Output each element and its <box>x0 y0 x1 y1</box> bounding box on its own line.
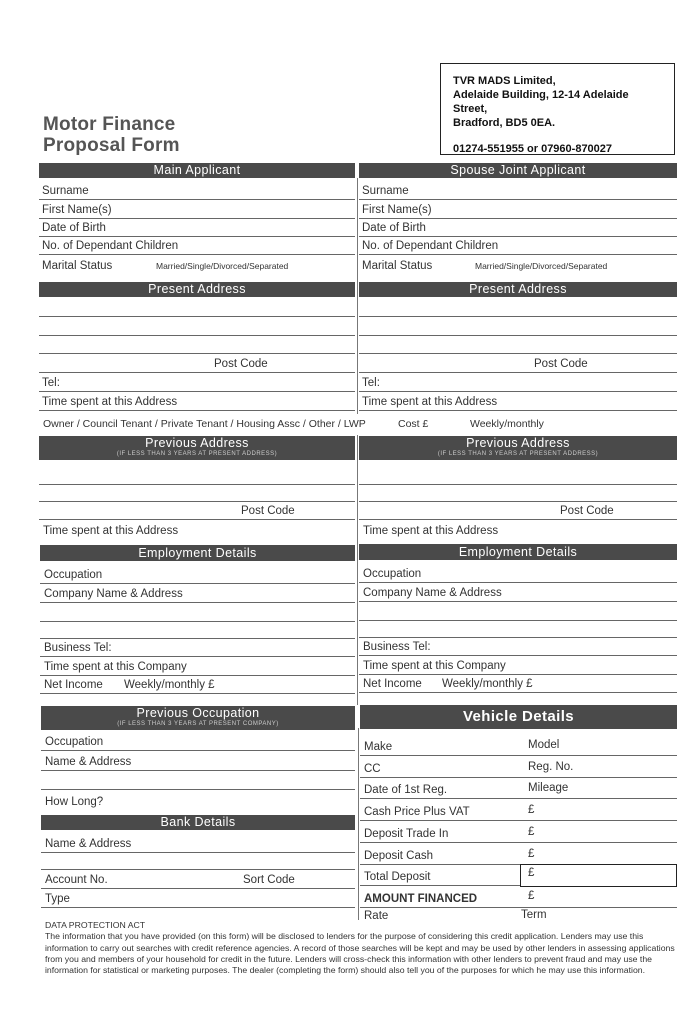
company-phone: 01274-551955 or 07960-870027 <box>453 143 613 155</box>
main-net-income-field[interactable] <box>40 676 355 694</box>
spouse-previous-address-line2[interactable] <box>359 485 677 502</box>
main-previous-time-field[interactable] <box>39 520 355 539</box>
spouse-present-address-line3[interactable] <box>359 336 677 354</box>
prev-name-address-label: Name & Address <box>45 756 132 768</box>
main-present-address-line2[interactable] <box>39 317 355 336</box>
main-company-address-line2[interactable] <box>40 622 355 639</box>
spouse-present-tel-field[interactable] <box>359 373 677 392</box>
main-previous-postcode-label: Post Code <box>241 505 295 517</box>
vehicle-amount-financed-label: AMOUNT FINANCED <box>364 893 478 905</box>
spouse-surname-field[interactable] <box>359 180 677 200</box>
prev-address-line[interactable] <box>41 771 355 790</box>
vehicle-deposit-trade-pound: £ <box>528 826 535 838</box>
spouse-dob-field[interactable] <box>359 219 677 237</box>
bank-account-label: Account No. <box>45 874 108 886</box>
spouse-dependants-field[interactable] <box>359 237 677 255</box>
vehicle-deposit-trade-row[interactable] <box>360 821 677 843</box>
main-previous-address-header <box>39 436 355 460</box>
spouse-previous-address-header <box>359 436 677 460</box>
main-surname-label: Surname <box>42 185 89 197</box>
main-applicant-header: Main Applicant <box>39 163 355 178</box>
main-present-postcode-label: Post Code <box>214 358 268 370</box>
main-time-company-field[interactable] <box>40 657 355 676</box>
spouse-present-time-field[interactable] <box>359 392 677 411</box>
main-marital-options: Married/Single/Divorced/Separated <box>156 261 289 271</box>
column-divider <box>358 728 359 920</box>
main-first-names-field[interactable] <box>39 200 355 219</box>
vehicle-amount-financed-row[interactable] <box>360 887 677 908</box>
spouse-previous-address-title: Previous Address <box>466 436 570 450</box>
spouse-marital-label: Marital Status <box>362 260 433 272</box>
spouse-present-time-label: Time spent at this Address <box>362 396 498 408</box>
spouse-company-field[interactable] <box>359 583 677 602</box>
spouse-previous-postcode-field[interactable] <box>359 502 677 520</box>
vehicle-make-label: Make <box>364 741 393 753</box>
bank-name-address-label: Name & Address <box>45 838 132 850</box>
vehicle-deposit-cash-label: Deposit Cash <box>364 850 434 862</box>
spouse-marital-field[interactable] <box>359 255 677 274</box>
spouse-employment-header: Employment Details <box>359 544 677 560</box>
spouse-present-postcode-label: Post Code <box>534 358 588 370</box>
previous-occupation-header <box>41 706 355 730</box>
previous-occupation-title: Previous Occupation <box>136 706 260 720</box>
main-business-tel-label: Business Tel: <box>44 642 112 654</box>
vehicle-cc-row[interactable] <box>360 756 677 778</box>
vehicle-total-deposit-row <box>360 865 520 886</box>
main-present-time-field[interactable] <box>39 392 355 411</box>
vehicle-deposit-trade-label: Deposit Trade In <box>364 828 449 840</box>
main-marital-label: Marital Status <box>42 260 113 272</box>
spouse-dependants-label: No. of Dependant Children <box>362 240 499 252</box>
spouse-company-address-line[interactable] <box>359 602 677 621</box>
main-present-tel-label: Tel: <box>42 377 60 389</box>
main-company-address-line[interactable] <box>40 603 355 622</box>
main-present-time-label: Time spent at this Address <box>42 396 178 408</box>
vehicle-mileage-label: Mileage <box>528 782 569 794</box>
vehicle-cash-price-label: Cash Price Plus VAT <box>364 806 470 818</box>
vehicle-amount-financed-pound: £ <box>528 890 535 902</box>
vehicle-first-reg-row[interactable] <box>360 778 677 799</box>
form-title-line2: Proposal Form <box>43 135 180 156</box>
main-occupation-field[interactable] <box>40 564 355 584</box>
main-surname-field[interactable] <box>39 180 355 200</box>
vehicle-total-deposit-box[interactable] <box>520 864 677 887</box>
company-address-line2: Bradford, BD5 0EA. <box>453 117 556 129</box>
spouse-previous-time-label: Time spent at this Address <box>363 525 499 537</box>
vehicle-cash-price-pound: £ <box>528 804 535 816</box>
spouse-company-label: Company Name & Address <box>363 587 502 599</box>
tenure-options: Owner / Council Tenant / Private Tenant / Housing Assc / Other / LWP <box>43 418 366 430</box>
prev-name-address-field[interactable] <box>41 751 355 771</box>
spouse-previous-time-field[interactable] <box>359 520 677 539</box>
main-company-label: Company Name & Address <box>44 588 183 600</box>
spouse-previous-postcode-label: Post Code <box>560 505 614 517</box>
previous-occupation-note: (IF LESS THAN 3 YEARS AT PRESENT COMPANY) <box>117 721 279 727</box>
vehicle-total-deposit-pound: £ <box>528 867 535 879</box>
main-previous-address-line1[interactable] <box>39 460 355 485</box>
main-dependants-field[interactable] <box>39 237 355 255</box>
data-protection-text: The information that you have provided (on this form) will be disclosed to lenders for the purpose of considering this credit application. Lenders may use this information to carry out searches with credit reference agencies. A record of those searches will be kept and may be used by other lenders in assessing applications from you and members of your household for credit in the future. Lenders will cross-check this information with other lenders to prevent fraud and may use the information for statistical or marketing purposes. The dealer (completing the form) should also tell you of the purposes for which he may use this information. <box>45 931 675 976</box>
vehicle-first-reg-label: Date of 1st Reg. <box>364 784 448 796</box>
bank-account-field[interactable] <box>41 870 355 889</box>
vehicle-model-label: Model <box>528 739 560 751</box>
column-divider <box>357 435 358 705</box>
spouse-surname-label: Surname <box>362 185 409 197</box>
spouse-present-tel-label: Tel: <box>362 377 380 389</box>
prev-how-long-label: How Long? <box>45 796 104 808</box>
main-present-address-line1[interactable] <box>39 297 355 317</box>
prev-how-long-field[interactable] <box>41 790 355 810</box>
spouse-present-postcode-field[interactable] <box>359 354 677 373</box>
vehicle-total-deposit-label: Total Deposit <box>364 871 431 883</box>
spouse-occupation-field[interactable] <box>359 563 677 583</box>
company-address-line1: Adelaide Building, 12-14 Adelaide Street, <box>453 89 629 115</box>
spouse-first-names-label: First Name(s) <box>362 204 432 216</box>
main-present-postcode-field[interactable] <box>39 354 355 373</box>
main-dob-label: Date of Birth <box>42 222 106 234</box>
main-net-income-label: Net Income <box>44 679 103 691</box>
vehicle-make-row[interactable] <box>360 734 677 756</box>
spouse-marital-options: Married/Single/Divorced/Separated <box>475 261 608 271</box>
main-previous-postcode-field[interactable] <box>39 502 355 520</box>
spouse-time-company-label: Time spent at this Company <box>363 660 506 672</box>
spouse-previous-address-note: (IF LESS THAN 3 YEARS AT PRESENT ADDRESS) <box>437 451 599 457</box>
main-previous-address-note: (IF LESS THAN 3 YEARS AT PRESENT ADDRESS) <box>116 451 278 457</box>
data-protection-heading: DATA PROTECTION ACT <box>45 920 146 930</box>
vehicle-details-header: Vehicle Details <box>360 705 677 729</box>
main-marital-field[interactable] <box>39 255 355 274</box>
prev-occupation-field[interactable] <box>41 731 355 751</box>
vehicle-cc-label: CC <box>364 763 381 775</box>
main-previous-time-label: Time spent at this Address <box>43 525 179 537</box>
vehicle-cash-price-row[interactable] <box>360 799 677 821</box>
bank-address-line[interactable] <box>41 853 355 870</box>
bank-type-field[interactable] <box>41 889 355 908</box>
spouse-present-address-line2[interactable] <box>359 317 677 336</box>
bank-type-label: Type <box>45 893 70 905</box>
main-dob-field[interactable] <box>39 219 355 237</box>
main-occupation-label: Occupation <box>44 569 103 581</box>
spouse-net-income-field[interactable] <box>359 675 677 693</box>
spouse-present-address-line1[interactable] <box>359 297 677 317</box>
vehicle-rate-label: Rate <box>364 910 389 922</box>
company-name: TVR MADS Limited, <box>453 75 556 87</box>
spouse-previous-address-line1[interactable] <box>359 460 677 485</box>
spouse-income-period-label: Weekly/monthly £ <box>442 678 533 690</box>
company-address-box <box>440 63 675 155</box>
main-business-tel-field[interactable] <box>40 639 355 657</box>
spouse-business-tel-field[interactable] <box>359 638 677 656</box>
bank-name-address-field[interactable] <box>41 833 355 853</box>
vehicle-term-label: Term <box>521 909 547 921</box>
main-time-company-label: Time spent at this Company <box>44 661 187 673</box>
spouse-net-income-label: Net Income <box>363 678 422 690</box>
main-present-address-line3[interactable] <box>39 336 355 354</box>
spouse-business-tel-label: Business Tel: <box>363 641 431 653</box>
vehicle-reg-label: Reg. No. <box>528 761 574 773</box>
main-company-field[interactable] <box>40 584 355 603</box>
spouse-present-address-header: Present Address <box>359 282 677 297</box>
prev-occupation-label: Occupation <box>45 736 104 748</box>
main-first-names-label: First Name(s) <box>42 204 112 216</box>
form-title-line1: Motor Finance <box>43 114 176 135</box>
vehicle-deposit-cash-pound: £ <box>528 848 535 860</box>
tenure-cost-label: Cost £ <box>398 418 429 430</box>
tenure-period-label: Weekly/monthly <box>470 418 544 430</box>
main-employment-header: Employment Details <box>40 545 355 561</box>
spouse-company-address-line2[interactable] <box>359 621 677 638</box>
bank-sort-code-label: Sort Code <box>243 874 295 886</box>
spouse-time-company-field[interactable] <box>359 656 677 675</box>
spouse-first-names-field[interactable] <box>359 200 677 219</box>
bank-details-header: Bank Details <box>41 815 355 830</box>
vehicle-deposit-cash-row[interactable] <box>360 843 677 865</box>
main-present-tel-field[interactable] <box>39 373 355 392</box>
main-previous-address-title: Previous Address <box>145 436 249 450</box>
spouse-occupation-label: Occupation <box>363 568 422 580</box>
data-protection-notice <box>45 920 680 976</box>
main-previous-address-line2[interactable] <box>39 485 355 502</box>
spouse-dob-label: Date of Birth <box>362 222 426 234</box>
main-income-period-label: Weekly/monthly £ <box>124 679 215 691</box>
main-dependants-label: No. of Dependant Children <box>42 240 179 252</box>
main-present-address-header: Present Address <box>39 282 355 297</box>
column-divider <box>357 178 358 414</box>
spouse-applicant-header: Spouse Joint Applicant <box>359 163 677 178</box>
